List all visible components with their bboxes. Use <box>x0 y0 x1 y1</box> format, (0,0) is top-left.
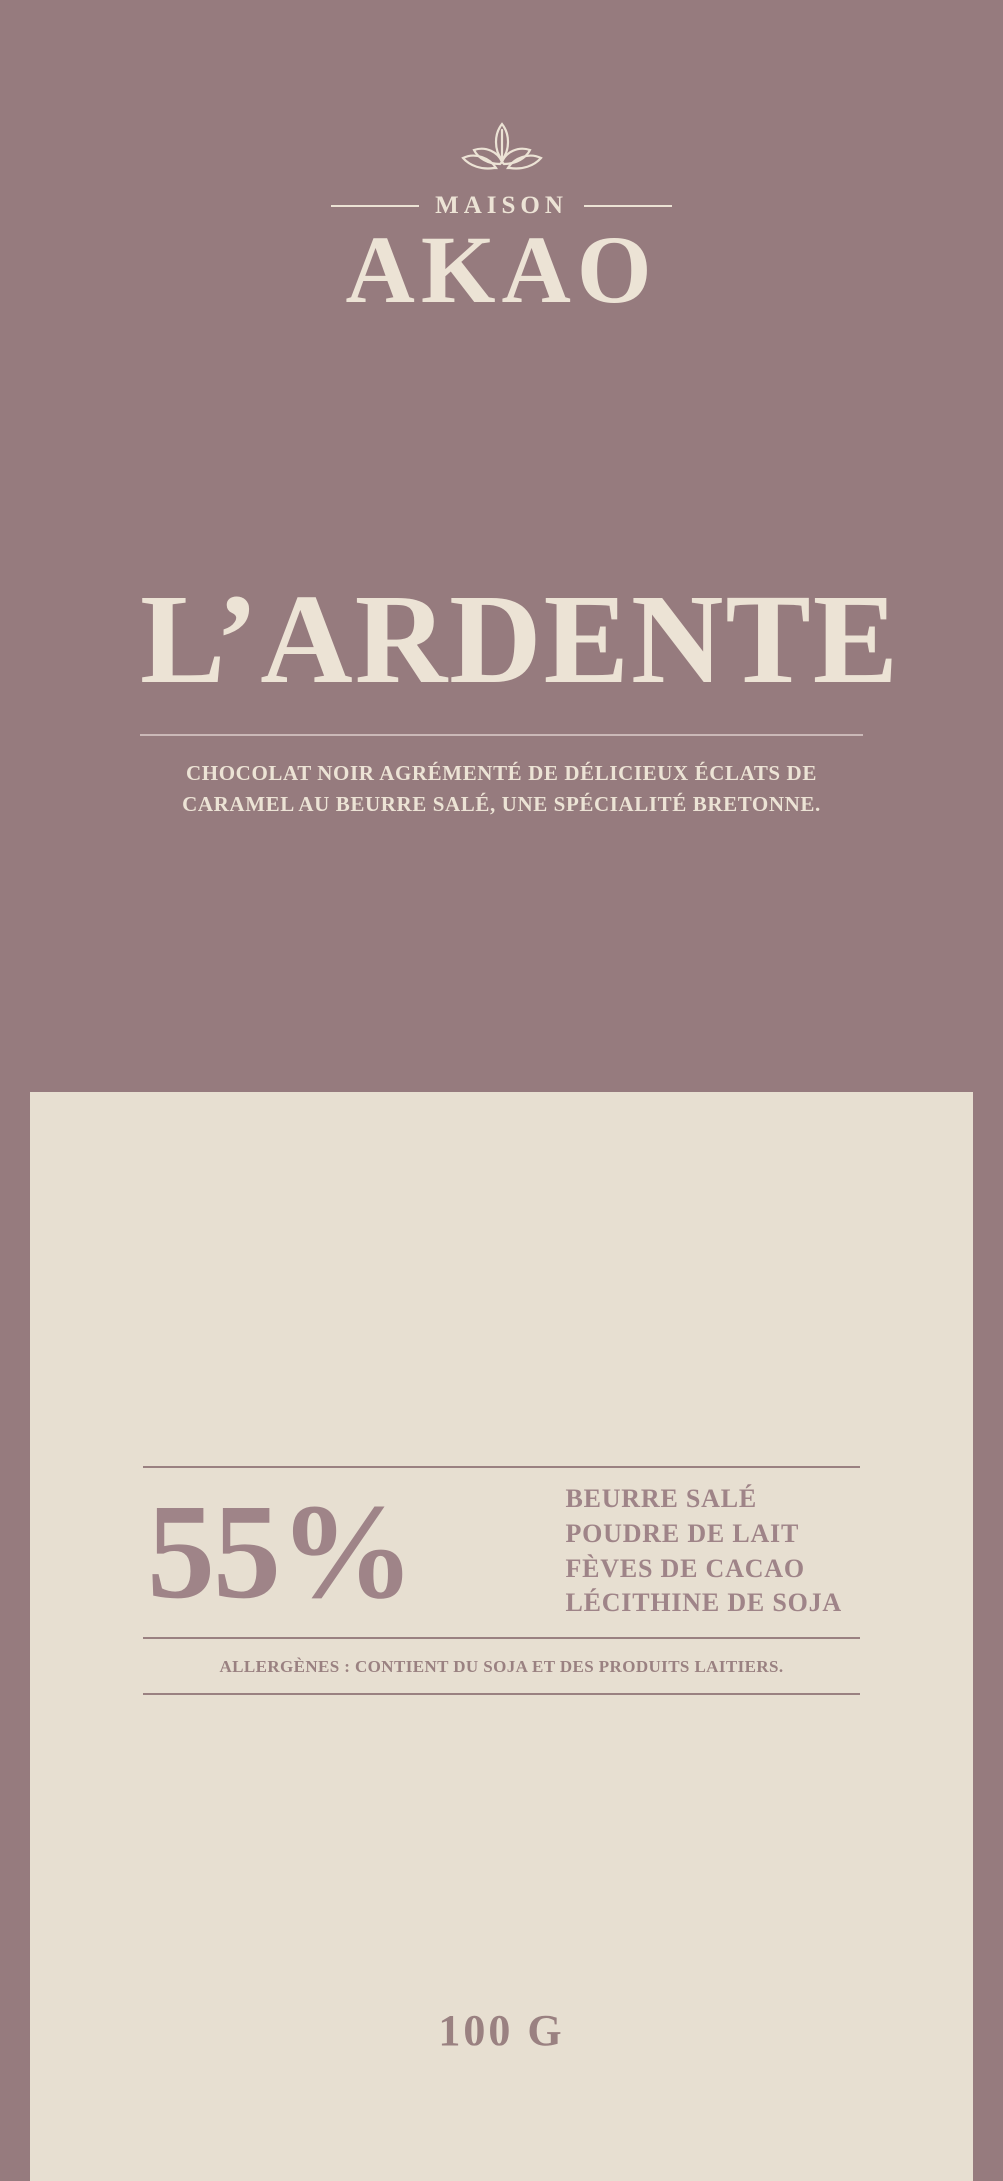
ingredient-item: POUDRE DE LAIT <box>565 1518 800 1548</box>
cocoa-percentage: 55% <box>147 1476 413 1627</box>
brand-rule-right <box>584 205 672 207</box>
product-divider <box>140 734 863 736</box>
product-name: L’ARDENTE <box>140 568 901 710</box>
ingredient-item: BEURRE SALÉ <box>565 1484 758 1513</box>
brand-lockup <box>0 118 1003 323</box>
brand-name: AKAO <box>345 216 658 323</box>
ingredient-list <box>565 1482 860 1621</box>
brand-rule-left <box>331 205 419 207</box>
ingredient-item: LÉCITHINE DE SOJA <box>565 1588 842 1618</box>
product-block <box>140 568 901 819</box>
product-description: CHOCOLAT NOIR AGRÉMENTÉ DE DÉLICIEUX ÉCLATS DE CARAMEL AU BEURRE SALÉ, UNE SPÉCIALITÉ BRETONNE. <box>182 761 821 816</box>
brand-prefix: MAISON <box>435 192 568 219</box>
allergen-note: ALLERGÈNES : CONTIENT DU SOJA ET DES PRODUITS LAITIERS. <box>219 1657 784 1677</box>
net-weight: 100 G <box>438 2006 565 2055</box>
right-bleed-strip <box>973 0 1003 2181</box>
nutrition-facts-block <box>143 1466 860 1695</box>
left-bleed-strip <box>0 0 30 2181</box>
ingredient-item: FÈVES DE CACAO <box>565 1553 805 1583</box>
facts-row <box>143 1468 860 1637</box>
facts-divider-bottom <box>143 1693 860 1695</box>
cocoa-pod-icon <box>450 118 554 182</box>
